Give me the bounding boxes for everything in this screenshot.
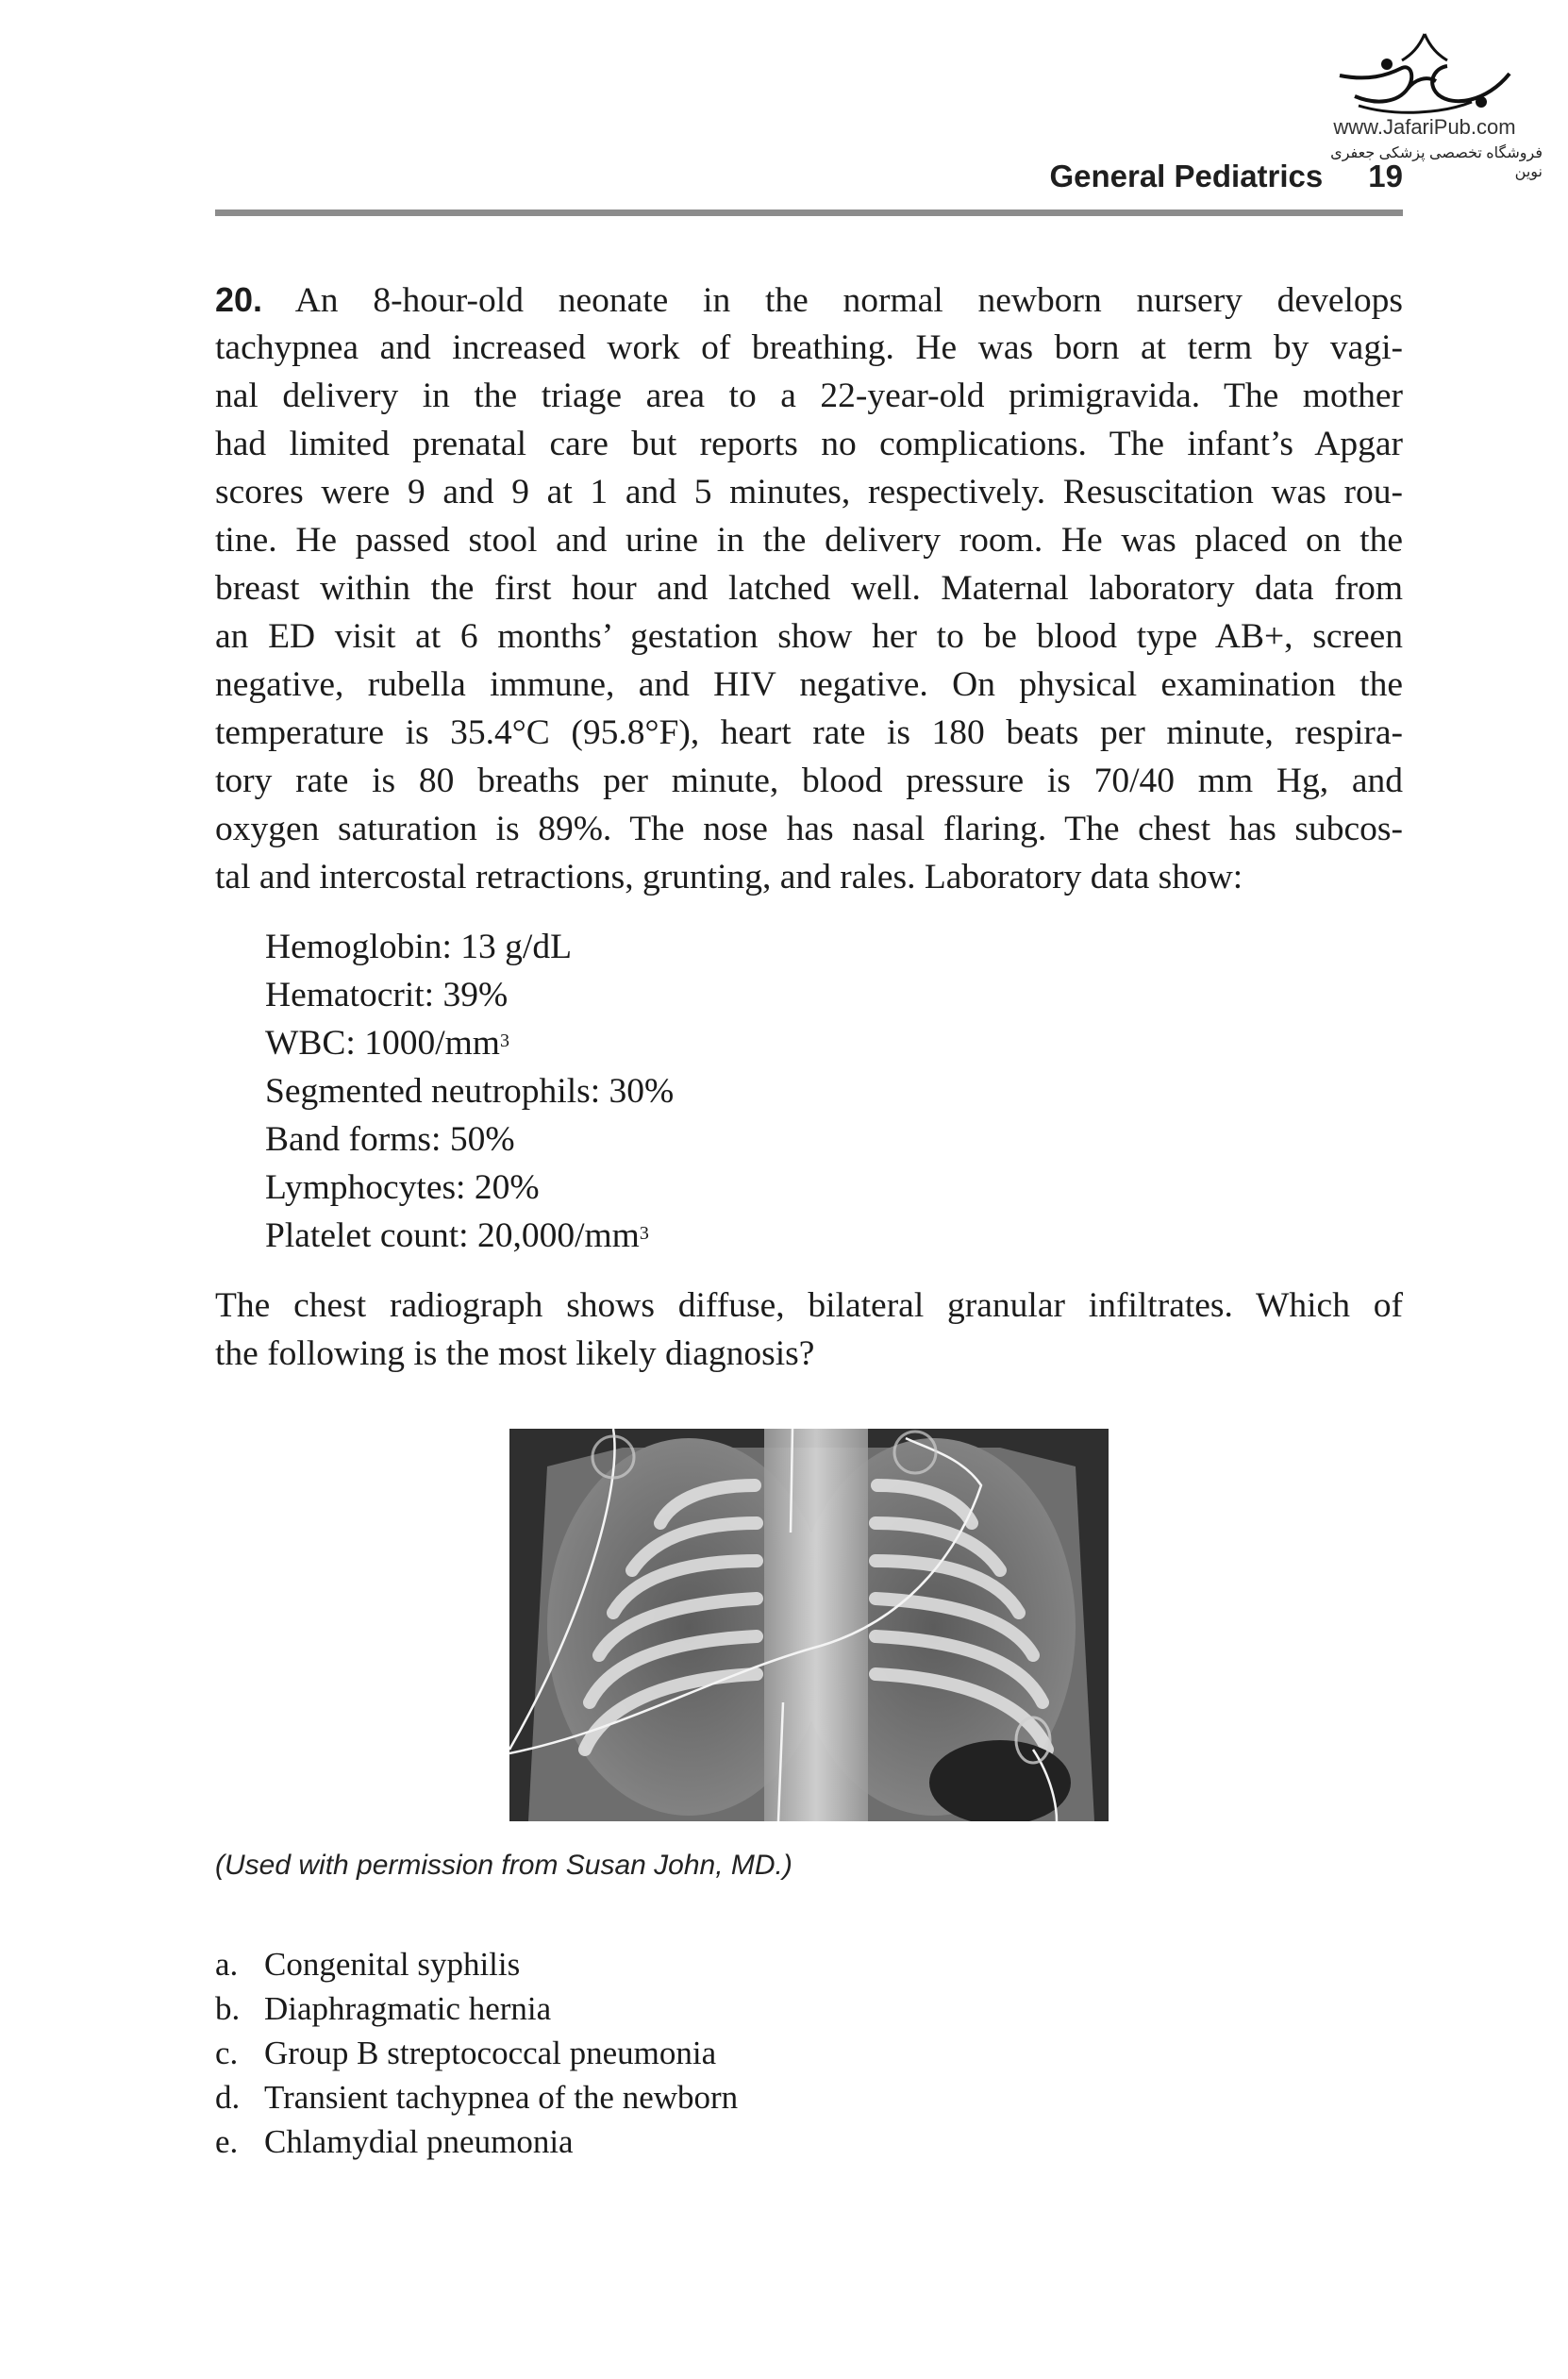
answer-option-c[interactable]: c. Group B streptococcal pneumonia <box>215 2035 717 2071</box>
stem-line: had limited prenatal care but reports no complications. The infant’s Apgar <box>215 425 1403 463</box>
stem-line: nal delivery in the triage area to a 22-year-old primigravida. The mother <box>215 377 1403 415</box>
lab-value: Hematocrit: 39% <box>265 976 509 1014</box>
answer-options <box>215 1942 738 2164</box>
header-rule <box>215 209 1403 216</box>
stem-line: oxygen saturation is 89%. The nose has nasal flaring. The chest has subcos- <box>215 810 1403 848</box>
lab-value: WBC: $1000/mm^3$ <box>265 1024 509 1063</box>
figure-caption: (Used with permission from Susan John, MD.) <box>215 1850 792 1881</box>
stem-line: tine. He passed stool and urine in the delivery room. He was placed on the <box>215 521 1403 560</box>
answer-option-b[interactable]: b. Diaphragmatic hernia <box>215 1990 552 2027</box>
stem-line: negative, rubella immune, and HIV negative. On physical examination the <box>215 665 1403 704</box>
lab-value: Platelet count: $20,000/mm^3$ <box>265 1216 649 1255</box>
chest-radiograph-image <box>509 1429 1109 1821</box>
question-prompt <box>215 1282 1403 1378</box>
answer-option-e[interactable]: e. Chlamydial pneumonia <box>215 2123 574 2160</box>
stem-line: breast within the first hour and latched well. Maternal laboratory data from <box>215 569 1403 608</box>
stem-line: scores were 9 and 9 at 1 and 5 minutes, respectively. Resuscitation was rou- <box>215 473 1403 511</box>
stem-line: an ED visit at 6 months’ gestation show her to be blood type AB+, screen <box>215 617 1403 656</box>
stem-line: tachypnea and increased work of breathing. He was born at term by vagi- <box>215 328 1403 367</box>
watermark-url: www.JafariPub.com <box>1333 115 1516 139</box>
stem-line: 20. An 8-hour-old neonate in the normal newborn nursery develops <box>215 280 1403 320</box>
lab-value: Hemoglobin: 13 g/dL <box>265 928 572 966</box>
prompt-line: the following is the most likely diagnosis? <box>215 1334 815 1373</box>
stem-line: tory rate is 80 breaths per minute, blood pressure is 70/40 mm Hg, and <box>215 762 1403 800</box>
answer-option-a[interactable]: a. Congenital syphilis <box>215 1946 521 1983</box>
answer-option-d[interactable]: d. Transient tachypnea of the newborn <box>215 2079 739 2116</box>
watermark-store-name: فروشگاه تخصصی پزشکی جعفری نوین <box>1330 145 1543 180</box>
lab-value: Segmented neutrophils: 30% <box>265 1072 675 1111</box>
prompt-line: The chest radiograph shows diffuse, bilateral granular infiltrates. Which of <box>215 1286 1403 1325</box>
lab-value: Band forms: 50% <box>265 1120 515 1159</box>
question-stem <box>215 276 1403 901</box>
stem-line: tal and intercostal retractions, grunting, and rales. Laboratory data show: <box>215 858 1243 896</box>
chapter-title: General Pediatrics <box>1049 159 1324 193</box>
stem-line: temperature is 35.4°C (95.8°F), heart rate is 180 beats per minute, respira- <box>215 713 1403 752</box>
publisher-logo-icon <box>1321 26 1528 121</box>
page-number: 19 <box>1368 159 1403 193</box>
lab-values-list <box>265 923 674 1260</box>
question-number: 20. <box>215 280 263 319</box>
lab-value: Lymphocytes: 20% <box>265 1168 540 1207</box>
running-head <box>1049 159 1403 194</box>
